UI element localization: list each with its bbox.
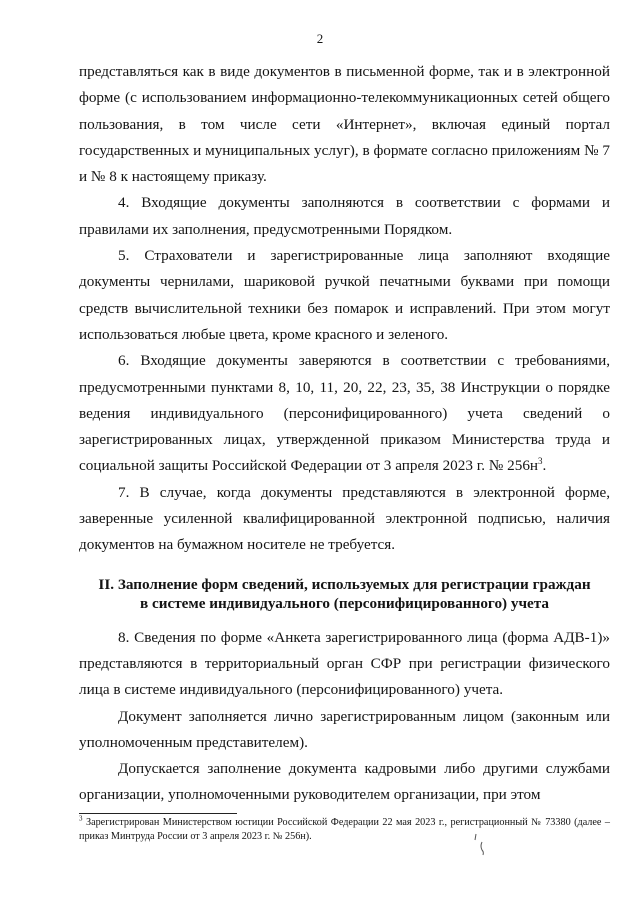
paragraph-10: Допускается заполнение документа кадровыми либо другими службами организации, уполномоченными руководителем организации, при этом bbox=[79, 760, 610, 804]
document-body bbox=[79, 59, 610, 809]
section-heading-line-1: II. Заполнение форм сведений, используемых для регистрации граждан bbox=[98, 575, 591, 593]
paragraph-continuation: представляться как в виде документов в письменной форме, так и в электронной форме (с использованием информационно-телекоммуникационных сетей общего пользования, в том числе сети «Интернет», включая единый портал государственных и муниципальных услуг), в формате согласно приложениям № 7 и № 8 к настоящему приказу. bbox=[79, 63, 610, 186]
paragraph-9: Документ заполняется лично зарегистрированным лицом (законным или уполномоченным представителем). bbox=[79, 707, 610, 751]
paragraph-4: 4. Входящие документы заполняются в соответствии с формами и правилами их заполнения, предусмотренными Порядком. bbox=[79, 194, 610, 238]
footnote bbox=[79, 816, 610, 844]
section-heading bbox=[79, 575, 610, 613]
paragraph-6-text: 6. Входящие документы заверяются в соответствии с требованиями, предусмотренными пунктами 8, 10, 11, 20, 22, 23, 35, 38 Инструкции о порядке ведения индивидуального (персонифицированного) учета сведений о зарегистрированных лицах, утвержденной приказом Министерства труда и социальной защиты Российской Федерации от 3 апреля 2023 г. № 256н bbox=[79, 352, 610, 475]
pen-mark bbox=[470, 832, 490, 856]
footnote-reference: 3 bbox=[538, 456, 543, 467]
paragraph-8: 8. Сведения по форме «Анкета зарегистрированного лица (форма АДВ-1)» представляются в территориальный орган СФР при регистрации физического лица в системе индивидуального (персонифицированного) учета. bbox=[79, 628, 610, 699]
footnote-mark: 3 bbox=[79, 814, 83, 823]
section-heading-line-2: в системе индивидуального (персонифицированного) учета bbox=[139, 594, 550, 612]
page-number: 2 bbox=[316, 31, 324, 46]
paragraph-5: 5. Страхователи и зарегистрированные лица заполняют входящие документы чернилами, шариковой ручкой печатными буквами при помощи средств вычислительной техники без помарок и исправлений. При этом могут использоваться любые цвета, кроме красного и зеленого. bbox=[79, 247, 610, 343]
footnote-text: Зарегистрирован Министерством юстиции Российской Федерации 22 мая 2023 г., регистрационный № 73380 (далее – приказ Минтруда России от 3 апреля 2023 г. № 256н). bbox=[79, 817, 610, 842]
paragraph-6 bbox=[79, 348, 610, 479]
paragraph-7: 7. В случае, когда документы представляются в электронной форме, заверенные усиленной квалифицированной электронной подписью, наличия документов на бумажном носителе не требуется. bbox=[79, 483, 610, 554]
footnote-divider bbox=[79, 813, 237, 814]
paragraph-6-end: . bbox=[542, 457, 547, 475]
